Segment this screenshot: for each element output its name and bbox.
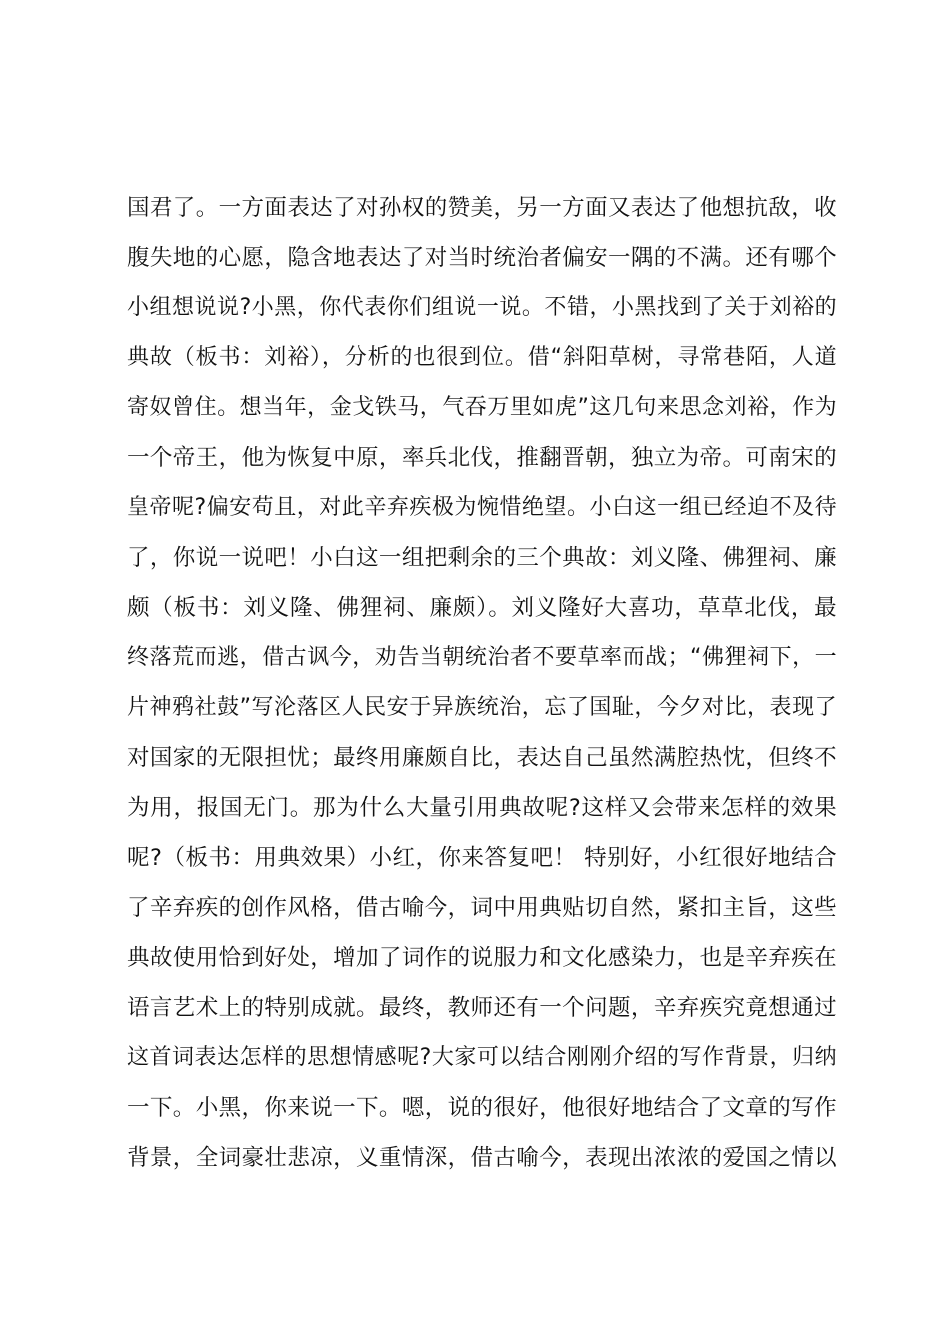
text-line-2: 腹失地的心愿，隐含地表达了对当时统治者偏安一隅的不满。还有哪个 [127,245,837,271]
text-line-6: 一个帝王，他为恢复中原，率兵北伐，推翻晋朝，独立为帝。可南宋的 [127,445,837,471]
text-line-5: 寄奴曾住。想当年，金戈铁马，气吞万里如虎”这几句来思念刘裕，作为 [127,395,837,420]
text-line-3: 小组想说说?小黑，你代表你们组说一说。不错，小黑找到了关于刘裕的 [127,295,837,320]
text-line-14: 呢?（板书：用典效果）小红，你来答复吧！ 特别好，小红很好地结合 [127,845,837,871]
text-line-13: 为用，报国无门。那为什么大量引用典故呢?这样又会带来怎样的效果 [127,795,837,821]
text-line-20: 背景，全词豪壮悲凉，义重情深，借古喻今，表现出浓浓的爱国之情以 [127,1145,837,1171]
text-line-18: 这首词表达怎样的思想情感呢?大家可以结合刚刚介绍的写作背景，归纳 [127,1045,837,1070]
text-line-11: 片神鸦社鼓”写沦落区人民安于异族统治，忘了国耻，今夕对比，表现了 [127,695,837,720]
text-line-7: 皇帝呢?偏安苟且，对此辛弃疾极为惋惜绝望。小白这一组已经迫不及待 [127,495,837,520]
text-line-10: 终落荒而逃，借古讽今，劝告当朝统治者不要草率而战；“佛狸祠下，一 [127,645,837,670]
text-line-16: 典故使用恰到好处，增加了词作的说服力和文化感染力，也是辛弃疾在 [127,945,837,971]
text-line-19: 一下。小黑，你来说一下。嗯，说的很好，他很好地结合了文章的写作 [127,1095,837,1121]
text-line-1: 国君了。一方面表达了对孙权的赞美，另一方面又表达了他想抗敌，收 [127,195,837,221]
text-line-12: 对国家的无限担忧；最终用廉颇自比，表达自己虽然满腔热忱，但终不 [127,745,837,771]
text-line-4: 典故（板书：刘裕），分析的也很到位。借“斜阳草树，寻常巷陌，人道 [127,345,837,370]
text-line-15: 了辛弃疾的创作风格，借古喻今，词中用典贴切自然，紧扣主旨，这些 [127,895,837,921]
text-line-9: 颇（板书：刘义隆、佛狸祠、廉颇）。刘义隆好大喜功，草草北伐，最 [127,595,837,621]
document-body [127,183,837,1183]
text-line-8: 了，你说一说吧！小白这一组把剩余的三个典故：刘义隆、佛狸祠、廉 [127,545,837,571]
text-line-17: 语言艺术上的特别成就。最终，教师还有一个问题，辛弃疾究竟想通过 [127,995,837,1021]
